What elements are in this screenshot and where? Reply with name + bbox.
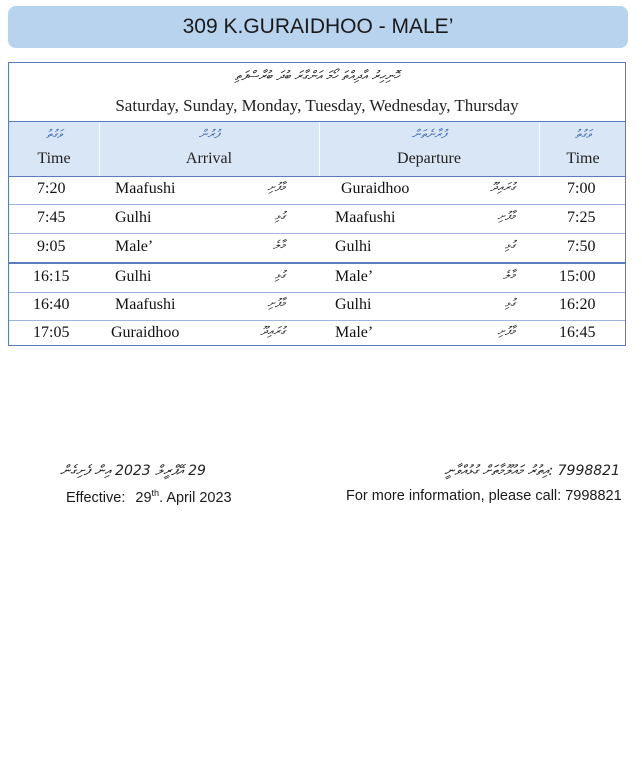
timetable-card: [8, 62, 626, 346]
arrival-place: Gulhi: [115, 268, 152, 285]
table-row: [9, 320, 625, 348]
header-arrival: [99, 122, 319, 176]
arrival-place: Maafushi: [115, 296, 176, 313]
departure-place: Gulhi: [335, 296, 372, 313]
effective-rest: . April 2023: [159, 489, 232, 506]
effective-date: [66, 488, 232, 506]
departure-place: Guraidhoo: [341, 180, 410, 197]
arrival-place: Gulhi: [115, 209, 152, 226]
table-header: [9, 121, 625, 177]
arrival-time: 16:15: [33, 268, 70, 285]
contact-info: For more information, please call: 7998821: [346, 488, 622, 504]
header-arrival-time-en: Time: [37, 150, 71, 167]
departure-place-dv: ގުރައިދޫ: [490, 180, 515, 194]
arrival-time: 7:20: [37, 180, 66, 197]
table-row: [9, 176, 625, 205]
table-row: [9, 292, 625, 321]
header-departure-time: [539, 122, 627, 176]
arrival-time: 17:05: [33, 324, 70, 341]
header-departure-en: Departure: [397, 150, 461, 167]
arrival-place-dv: ގުޅި: [274, 209, 285, 223]
table-row: [9, 264, 625, 293]
departure-time: 15:00: [559, 268, 596, 285]
departure-place-dv: މާލެ: [503, 268, 515, 282]
arrival-time: 9:05: [37, 238, 66, 255]
effective-suffix: th: [151, 488, 160, 498]
header-departure-time-en: Time: [566, 150, 600, 167]
header-departure-dv: ފުރާނެތަން: [411, 127, 447, 141]
departure-place: Male’: [335, 324, 374, 341]
arrival-place: Male’: [115, 238, 154, 255]
arrival-place-dv: ގުޅި: [274, 268, 285, 282]
header-departure: [319, 122, 539, 176]
departure-time: 16:45: [559, 324, 596, 341]
header-arrival-time: [9, 122, 99, 176]
arrival-place-dv: ގުރައިދޫ: [260, 324, 285, 338]
departure-place: Gulhi: [335, 238, 372, 255]
header-departure-time-dv: ވަގުތު: [575, 127, 591, 141]
departure-time: 7:00: [567, 180, 596, 197]
effective-date-dhivehi: 29 އޭޕްރީލް 2023 އިން ފެށިގެން: [60, 463, 206, 479]
arrival-place: Maafushi: [115, 180, 176, 197]
departure-place-dv: މާފުށި: [497, 324, 515, 338]
departure-place: Maafushi: [335, 209, 396, 226]
effective-day: 29: [135, 489, 152, 506]
departure-place: Male’: [335, 268, 374, 285]
arrival-time: 7:45: [37, 209, 66, 226]
arrival-time: 16:40: [33, 296, 70, 313]
table-row: [9, 234, 625, 264]
departure-place-dv: ގުޅި: [504, 296, 515, 310]
departure-time: 7:50: [567, 238, 596, 255]
effective-label: Effective:: [66, 489, 126, 506]
header-arrival-en: Arrival: [185, 150, 233, 167]
arrival-place-dv: މާފުށި: [267, 180, 285, 194]
arrival-place: Guraidhoo: [111, 324, 180, 341]
header-arrival-dv: ފުރުން: [198, 127, 220, 141]
table-row: [9, 205, 625, 234]
days-english: Saturday, Sunday, Monday, Tuesday, Wednesday, Thursday: [115, 96, 519, 115]
route-title: 309 K.GURAIDHOO - MALE’: [8, 6, 628, 48]
header-arrival-time-dv: ވަގުތު: [46, 127, 62, 141]
arrival-place-dv: މާލެ: [273, 238, 285, 252]
departure-time: 16:20: [559, 296, 596, 313]
arrival-place-dv: މާފުށި: [267, 296, 285, 310]
departure-place-dv: ގުޅި: [504, 238, 515, 252]
departure-time: 7:25: [567, 209, 596, 226]
departure-place-dv: މާފުށި: [497, 209, 515, 223]
contact-dhivehi: 7998821 :އިތުރު މައުލޫމާތަށް ގުޅުއްވާނީ: [444, 463, 620, 479]
days-dhivehi: ހޮނިހިރު އާދިއްތަ ހޯމަ އަންގާރަ ބުދަ ބުރާސްފަތި: [234, 69, 400, 84]
